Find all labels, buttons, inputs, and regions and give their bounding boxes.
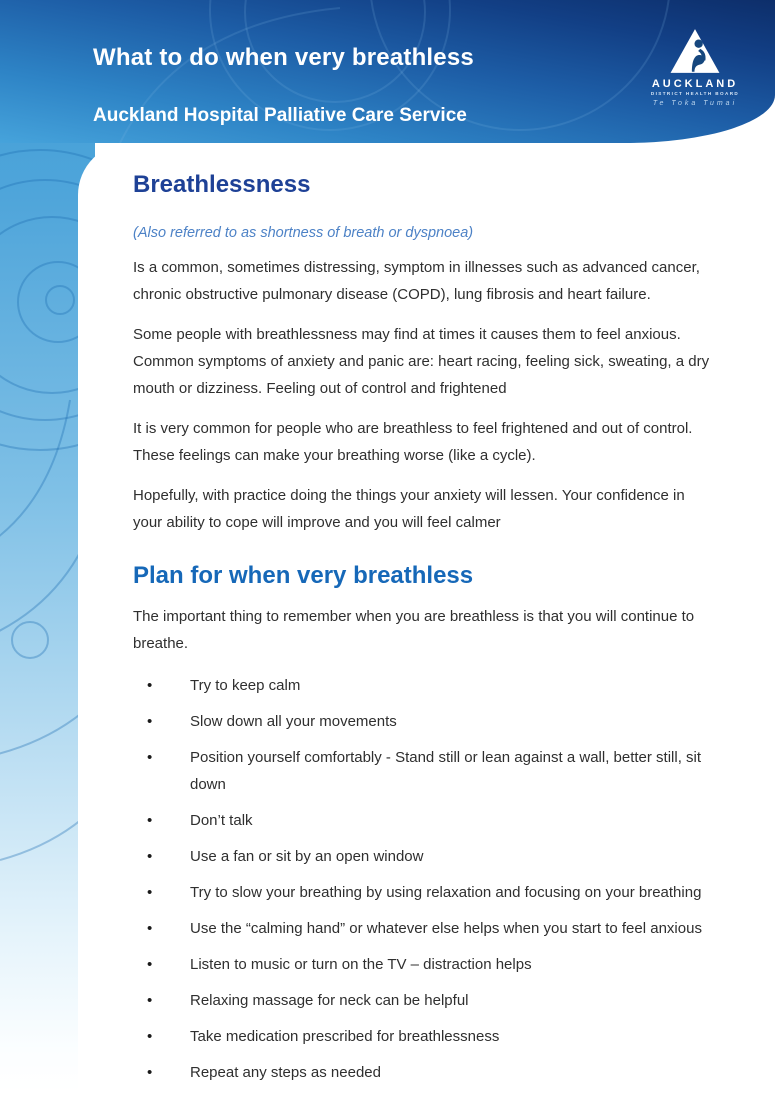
header-text — [93, 44, 474, 127]
list-item — [147, 987, 717, 1014]
list-item-text: Use the “calming hand” or whatever else helps when you start to feel anxious — [190, 920, 702, 937]
bullet-icon: • — [147, 1028, 153, 1045]
paragraph: It is very common for people who are breathless to feel frightened and out of control. These feelings can make your breathing worse (like a cycle). — [133, 420, 693, 464]
logo-tagline: Te Toka Tumai — [652, 100, 738, 107]
list-item — [147, 879, 717, 906]
list-item-text: Slow down all your movements — [190, 713, 397, 730]
bullet-icon: • — [147, 992, 153, 1009]
list-item-text: Position yourself comfortably - Stand still or lean against a wall, better still, sit down — [190, 749, 702, 793]
paragraph: Some people with breathlessness may find at times it causes them to feel anxious. Common symptoms of anxiety and panic are: heart racing, feeling sick, sweating, a dry mouth or dizziness. Feeling out of control and frightened — [133, 326, 710, 397]
bullet-icon: • — [147, 713, 153, 730]
plan-bullet-list — [133, 672, 717, 1086]
list-item-text: Take medication prescribed for breathlessness — [190, 1028, 500, 1045]
bullet-icon: • — [147, 812, 153, 829]
bullet-icon: • — [147, 1064, 153, 1081]
bullet-icon: • — [147, 920, 153, 937]
paragraph: Is a common, sometimes distressing, symptom in illnesses such as advanced cancer, chronic obstructive pulmonary disease (COPD), lung fibrosis and heart failure. — [133, 259, 700, 303]
content-panel — [78, 143, 775, 1093]
list-item — [147, 807, 717, 834]
list-item-text: Repeat any steps as needed — [190, 1064, 381, 1081]
adhb-triangle-icon — [669, 28, 721, 74]
section-heading-breathlessness: Breathlessness — [133, 171, 311, 198]
bullet-icon: • — [147, 884, 153, 901]
list-item — [147, 1023, 717, 1050]
page-subtitle: Auckland Hospital Palliative Care Service — [93, 105, 467, 126]
page-title: What to do when very breathless — [93, 44, 474, 71]
bullet-icon: • — [147, 956, 153, 973]
list-item-text: Relaxing massage for neck can be helpful — [190, 992, 469, 1009]
list-item — [147, 951, 717, 978]
adhb-logo — [641, 28, 749, 107]
list-item — [147, 744, 717, 798]
logo-org-subname: DISTRICT HEALTH BOARD — [650, 91, 740, 96]
breathlessness-note: (Also referred to as shortness of breath or dyspnoea) — [133, 225, 474, 241]
bullet-icon: • — [147, 677, 153, 694]
list-item-text: Try to slow your breathing by using relaxation and focusing on your breathing — [190, 884, 702, 901]
list-item — [147, 708, 717, 735]
bullet-icon: • — [147, 848, 153, 865]
list-item-text: Try to keep calm — [190, 677, 301, 694]
plan-intro: The important thing to remember when you are breathless is that you will continue to breathe. — [133, 608, 695, 652]
list-item-text: Listen to music or turn on the TV – distraction helps — [190, 956, 532, 973]
list-item — [147, 1059, 717, 1086]
header-band — [0, 0, 775, 143]
bullet-icon: • — [147, 749, 153, 766]
section-heading-plan: Plan for when very breathless — [133, 562, 474, 589]
logo-org-name: AUCKLAND — [651, 78, 739, 90]
paragraph: Hopefully, with practice doing the things your anxiety will lessen. Your confidence in your ability to cope will improve and you will feel calmer — [133, 487, 685, 531]
list-item-text: Don’t talk — [190, 812, 253, 829]
list-item-text: Use a fan or sit by an open window — [190, 848, 424, 865]
list-item — [147, 915, 717, 942]
list-item — [147, 672, 717, 699]
list-item — [147, 843, 717, 870]
